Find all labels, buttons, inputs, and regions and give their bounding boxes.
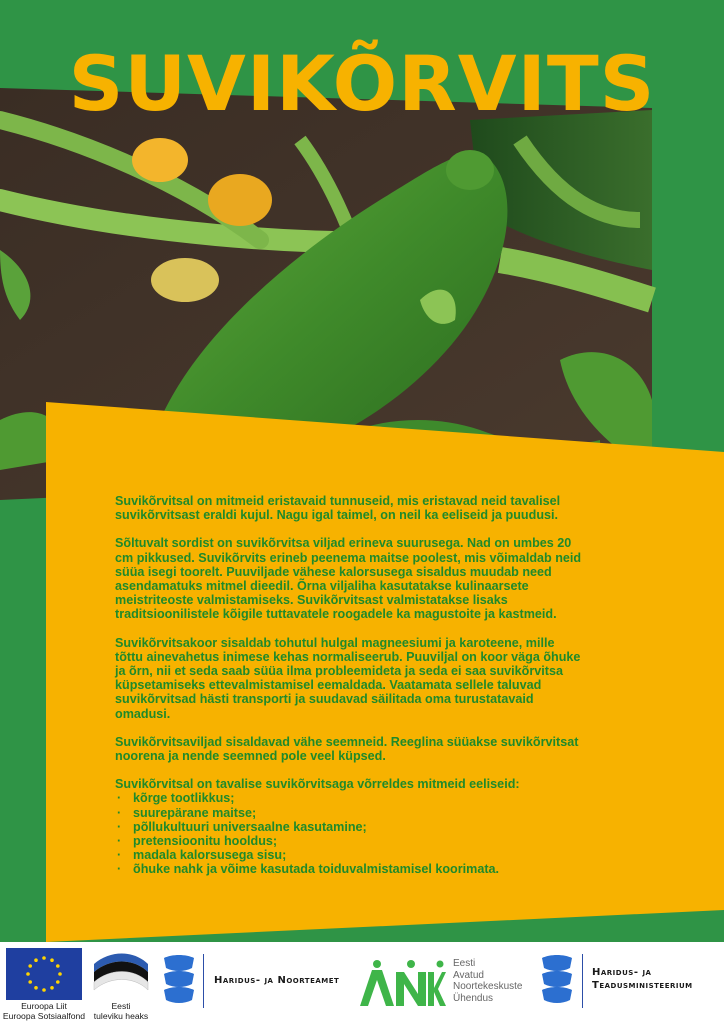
sponsor-footer — [0, 942, 724, 1024]
list-item: · madala kalorsusega sisu; — [115, 848, 585, 862]
coat-of-arms-icon — [540, 954, 574, 1006]
estonian-flag-wave-icon — [90, 946, 152, 996]
paragraph: Suvikõrvitsal on tavalise suvikõrvitsaga võrreldes mitmeid eeliseid: — [115, 777, 520, 792]
divider — [582, 954, 583, 1008]
eu-flag-icon — [6, 948, 82, 1000]
list-item: · põllukultuuri universaalne kasutamine; — [115, 820, 585, 834]
page-title: SUVIKÕRVITS — [68, 39, 656, 128]
divider — [203, 954, 204, 1008]
ank-caption: Eesti Avatud Noortekeskuste Ühendus — [453, 958, 523, 1004]
list-item: · pretensioonitu hooldus; — [115, 834, 585, 848]
paragraph: Suvikõrvitsal on mitmeid eristavaid tunnuseid, mis eristavad neid tavalisel suvikõrvitsast eraldi kujul. Nagu igal taimel, on neil ka eeliseid ja puudusi. — [115, 494, 561, 523]
article-body — [115, 494, 585, 877]
advantages-list — [115, 791, 585, 876]
paragraph: Sõltuvalt sordist on suvikõrvitsa viljad erineva suurusega. Nad on umbes 20 cm pikkused. Suvikõrvits erineb peenema maitse poolest, mis võimaldab neid süüa isegi toorelt. Puuviljade vähese kalorsusega sisaldus muudab need asendamatuks mitmel dieedil. Õrna viljaliha kasutatakse kulinaarsete meistriteoste valmistamiseks. Suvikõrvitsast valmistatakse lisaks traditsioonilistele kõigile tuttavatele roogadele ka magustoite ja kastmeid. — [115, 536, 582, 622]
coat-of-arms-icon — [162, 954, 196, 1006]
esf-caption: Eesti tuleviku heaks — [93, 1001, 149, 1021]
eu-caption: Euroopa Liit Euroopa Sotsiaalfond — [2, 1001, 86, 1021]
paragraph: Suvikõrvitsakoor sisaldab tohutul hulgal magneesiumi ja karoteene, mille tõttu ainevahetus inimese kehas normaliseerub. Puuviljal on koor väga õhuke ja õrn, nii et seda saab süüa ilma probleemideta ja seda ei saa suvikõrvitsa küpsetamiseks ettevalmistamisel eemaldada. Vaatamata sellele taluvad suvikõrvitsad hästi transporti ja suudavad säilitada oma turustatavaid omadusi. — [115, 635, 581, 721]
list-item: · kõrge tootlikkus; — [115, 791, 585, 805]
list-item: · suurepärane maitse; — [115, 806, 585, 820]
agency-name: Haridus- ja Noorteamet — [214, 975, 340, 986]
paragraph: Suvikõrvitsaviljad sisaldavad vähe seemneid. Reeglina süüakse suvikõrvitsat noorena ja nende seemned pole veel küpsed. — [115, 734, 579, 764]
ank-logo-icon — [356, 958, 446, 1010]
list-item: · õhuke nahk ja võime kasutada toiduvalmistamisel koorimata. — [115, 862, 585, 876]
ministry-name: Haridus- ja Teadusministeerium — [592, 967, 693, 991]
